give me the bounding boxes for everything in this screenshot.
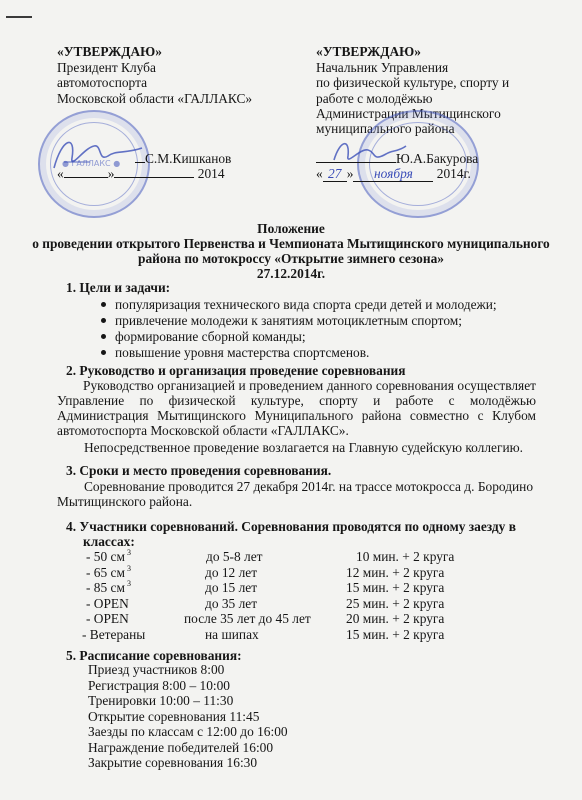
approve-left-line3: Московской области «ГАЛЛАКС» (57, 91, 253, 106)
section2-title: 2. Руководство и организация проведение соревнования (66, 363, 406, 378)
list-item: Закрытие соревнования 16:30 (88, 755, 258, 770)
section2-paragraph2: Непосредственное проведение возлагается на Главную судейскую коллегию. (84, 440, 523, 455)
section1-title: 1. Цели и задачи: (66, 280, 171, 295)
class-cell: - Ветераны (82, 626, 146, 642)
age-cell: до 5-8 лет (206, 549, 263, 564)
class-cell: - OPEN (86, 611, 129, 626)
time-cell: 12 мин. + 2 круга (346, 564, 445, 580)
list-item: повышение уровня мастерства спортсменов. (99, 345, 497, 361)
section3-line2: Мытищинского района. (57, 494, 193, 509)
approve-right-line4: Администрации Мытищинского (316, 106, 501, 121)
list-item: Приезд участников 8:00 (88, 662, 225, 677)
time-cell: 25 мин. + 2 круга (346, 595, 445, 611)
approve-right-signline: Ю.А.Бакурова (316, 151, 478, 166)
approve-right-line5: муниципального района (316, 121, 455, 136)
section3-title: 3. Сроки и место проведения соревнования. (66, 463, 332, 478)
list-item: Награждение победителей 16:00 (88, 739, 274, 755)
age-cell: до 35 лет (205, 595, 258, 611)
age-cell: на шипах (205, 626, 259, 642)
class-cell: - 50 см $^3$ (86, 548, 131, 564)
approve-right-title: «УТВЕРЖДАЮ» (316, 44, 421, 59)
class-cell: - 65 см $^3$ (86, 563, 131, 580)
heading-title: Положение (257, 221, 325, 236)
left-stamp: ● ГАЛЛАКС ● (38, 110, 150, 218)
list-item: Открытие соревнования 11:45 (88, 708, 260, 724)
list-item: Заезды по классам с 12:00 до 16:00 (88, 724, 288, 739)
time-cell: 15 мин. + 2 круга (346, 580, 445, 595)
time-cell: 10 мин. + 2 круга (356, 549, 455, 564)
goals-list (99, 297, 497, 361)
approve-right-line1: Начальник Управления (316, 60, 449, 75)
age-cell: до 15 лет (205, 580, 258, 595)
section4-title-cont: классах: (83, 534, 135, 549)
scan-mark (6, 16, 32, 18)
time-cell: 20 мин. + 2 круга (346, 611, 445, 626)
schedule-list (88, 662, 288, 771)
heading-date: 27.12.2014г. (256, 266, 326, 281)
section5-title: 5. Расписание соревнования: (66, 648, 242, 663)
approve-left-title: «УТВЕРЖДАЮ» (57, 44, 162, 59)
section4-title: 4. Участники соревнований. Соревнования проводятся по одному заезду в (66, 519, 516, 534)
approve-left-line2: автомотоспорта (57, 75, 148, 90)
class-cell: - OPEN (86, 595, 129, 611)
age-cell: до 12 лет (205, 564, 258, 580)
approve-right-line2: по физической культуре, спорту и (316, 75, 510, 90)
class-cell: - 85 см $^3$ (86, 579, 131, 595)
list-item: Регистрация 8:00 – 10:00 (88, 677, 231, 693)
section3-line1: Соревнование проводится 27 декабря 2014г. на трассе мотокросса д. Бородино (84, 479, 534, 494)
approve-right-line3: работе с молодёжью (316, 91, 433, 106)
age-cell: после 35 лет до 45 лет (184, 611, 311, 626)
list-item: популяризация технического вида спорта среди детей и молодежи; (99, 297, 497, 313)
approve-left-signline: С.М.Кишканов (135, 151, 231, 166)
approve-left-date: « » 2014 (57, 166, 225, 181)
list-item: формирование сборной команды; (99, 329, 497, 345)
heading-line2: о проведении открытого Первенства и Чемпионата Мытищинского муниципального (32, 236, 550, 251)
approve-left-line1: Президент Клуба (57, 60, 156, 75)
approve-right-date: « 27 » ноября 2014г. (316, 166, 471, 181)
list-item: привлечение молодежи к занятиям мотоциклетным спортом; (99, 313, 497, 329)
time-cell: 15 мин. + 2 круга (346, 626, 445, 642)
section2-paragraph: Руководство организацией и проведением данного соревнования осуществляет Управление по физической культуре, спорту и работе с молодёжью Администрация Мытищинского Муниципального района совместно с Клубом автомотоспорта Московской области «ГАЛЛАКС». (57, 378, 536, 438)
heading-line3: района по мотокроссу «Открытие зимнего сезона» (138, 251, 444, 266)
list-item: Тренировки 10:00 – 11:30 (88, 693, 234, 708)
